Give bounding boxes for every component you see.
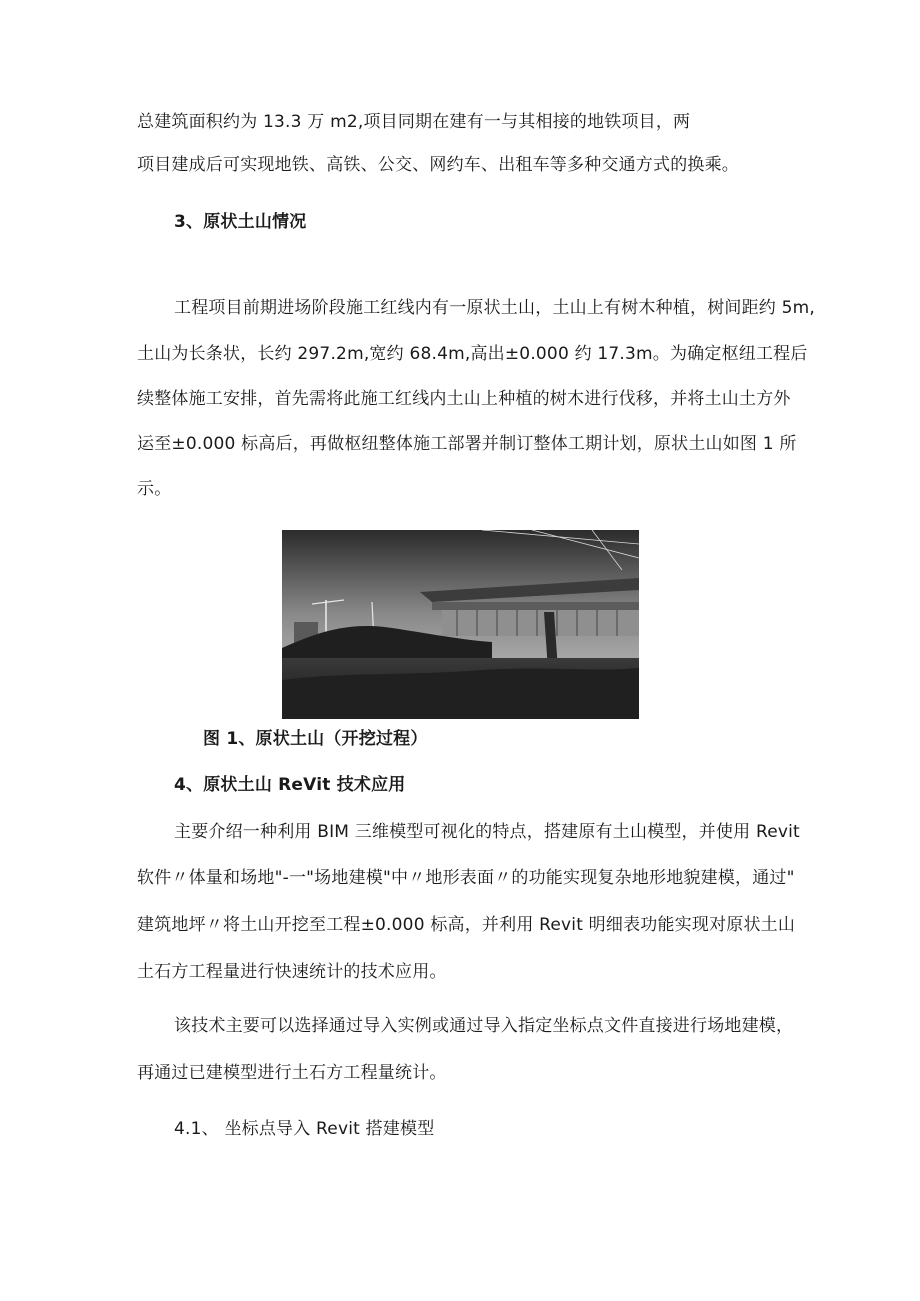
section-4-para1-line-4: 土石方工程量进行快速统计的技术应用。 [137,962,447,982]
section-4-para2-line-1: 该技术主要可以选择通过导入实例或通过导入指定坐标点文件直接进行场地建模， [174,1016,794,1036]
section-4-heading: 4、原状土山 ReVit 技术应用 [174,775,406,795]
figure-1-photo [282,530,639,719]
section-3-para-line-1: 工程项目前期进场阶段施工红线内有一原状土山，土山上有树木种植，树间距约 5m, [174,298,815,318]
section-4-para1-line-1: 主要介绍一种利用 BIM 三维模型可视化的特点，搭建原有土山模型，并使用 Revit [174,822,800,842]
intro-line-1: 总建筑面积约为 13.3 万 m2,项目同期在建有一与其相接的地铁项目，两 [137,112,691,132]
section-3-para-line-2: 土山为长条状，长约 297.2m,宽约 68.4m,高出±0.000 约 17.3m。为确定枢纽工程后 [137,344,808,364]
section-4-para1-line-3: 建筑地坪〃将土山开挖至工程±0.000 标高，并利用 Revit 明细表功能实现对原状土山 [137,915,796,935]
section-3-para-line-4: 运至±0.000 标高后，再做枢纽整体施工部署并制订整体工期计划，原状土山如图 1 所 [137,434,797,454]
section-4-1-heading: 4.1、 坐标点导入 Revit 搭建模型 [174,1119,435,1139]
section-4-para2-line-2: 再通过已建模型进行土石方工程量统计。 [137,1063,447,1083]
intro-line-2: 项目建成后可实现地铁、高铁、公交、网约车、出租车等多种交通方式的换乘。 [137,155,739,175]
figure-1-caption: 图 1、原状土山（开挖过程） [203,729,428,749]
section-3-heading: 3、原状土山情况 [174,212,307,232]
section-3-para-line-5: 示。 [137,479,172,499]
section-4-para1-line-2: 软件〃体量和场地"-一"场地建模"中〃地形表面〃的功能实现复杂地形地貌建模，通过" [137,868,795,888]
section-3-para-line-3: 续整体施工安排，首先需将此施工红线内土山上种植的树木进行伐移，并将土山土方外 [137,389,791,409]
